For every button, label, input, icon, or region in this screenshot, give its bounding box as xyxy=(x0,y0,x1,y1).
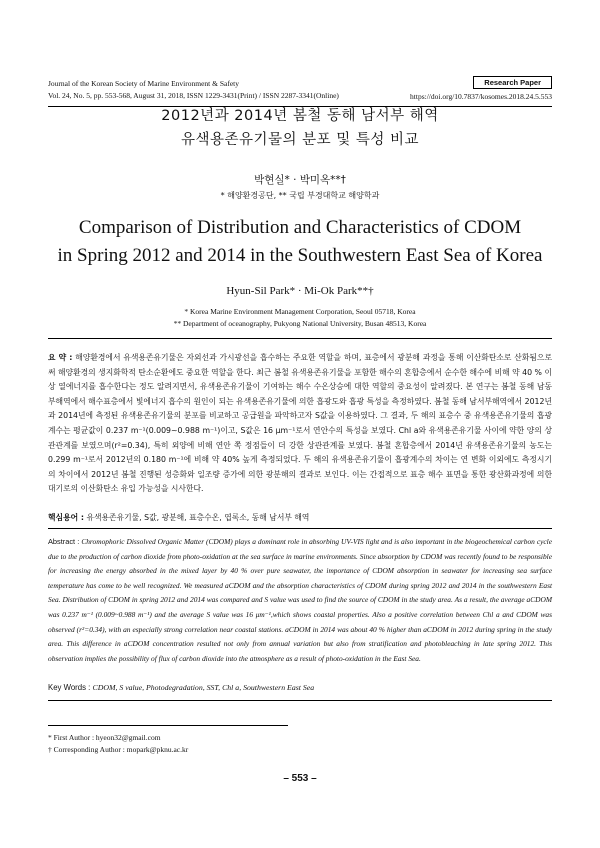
corresponding-author-note: † Corresponding Author : mopark@pknu.ac.kr xyxy=(48,745,189,754)
korean-title-line2: 유색용존유기물의 분포 및 특성 비교 xyxy=(180,132,420,148)
korean-keywords-label: 핵심용어 : xyxy=(48,513,84,522)
korean-abstract-label: 요 약 : xyxy=(48,353,73,362)
korean-abstract xyxy=(48,351,552,497)
paper-type-badge: Research Paper xyxy=(473,76,552,89)
first-author-note: * First Author : hyeon32@gmail.com xyxy=(48,733,161,742)
affiliation-2: ** Department of oceanography, Pukyong National University, Busan 48513, Korea xyxy=(173,319,427,328)
english-affiliations xyxy=(0,306,600,330)
english-abstract-label: Abstract : xyxy=(48,537,80,546)
korean-abstract-text: 해양환경에서 유색용존유기물은 자외선과 가시광선을 흡수하는 주요한 역할을 하며, 표층에서 광분해 과정을 통해 이산화탄소로 산화됨으로써 해양환경의 생지화학적 탄소순환에도 중요한 역할을 한다. 최근 봄철 유색용존유기물을 포함한 해수의 혼합층에서 순수한 해수에 비해 약 40 % 이상 열에너지를 흡수한다는 정도 알려지면서, 유색용존유기물이 기여하는 해수 수온상승에 대한 역할의 중요성이 알려졌다. 본 연구는 봄철 동해 남동부해역에서 해수표층에서 빛에너지 흡수의 원인이 되는 유색용존유기물에 의한 흡광도와 흡광 특성을 측정하였다. 봄철 동해 남서부해역에서 2012년과 2014년에 측정된 유색용존유기물의 분포를 비교하고 공급원을 파악하고자 S값을 이용하였다. 그 결과, 두 해의 표층수 중 유색용존유기물의 흡광계수는 평균값이 0.237 m⁻¹(0.009~0.988 m⁻¹)이고, S값은 16 μm⁻¹로서 연안수의 특성을 보였다. Chl a와 유색용존유기물 사이에 약한 양의 상관관계를 보였으며(r²=0.34), 특히 외양에 비해 연안 쪽 정점들이 더 강한 상관관계를 보였다. 봄철 혼합층에서 2014년 유색용존유기물의 농도는 0.299 m⁻¹로서 2012년의 0.180 m⁻¹에 비해 약 40% 높게 측정되었다. 두 해의 유색용존유기물이 흡광계수의 차이는 연 변화 이외에도 측정시기의 차이에서 2012년 봄철 진행된 성층화와 일조량 증가에 의한 광분해의 결과로 보인다. 이는 간접적으로 표층 해수 표면을 통한 광산화과정에 의한 대기로의 이산화탄소 유입 가능성을 시사한다. xyxy=(48,353,552,494)
english-keywords-text: CDOM, S value, Photodegradation, SST, Chl a, Southwestern East Sea xyxy=(92,683,315,692)
english-title-line1: Comparison of Distribution and Characteristics of CDOM xyxy=(78,217,522,238)
abstract-mid-divider xyxy=(48,528,552,529)
footnotes xyxy=(48,732,188,756)
english-keywords xyxy=(48,683,552,692)
english-abstract xyxy=(48,535,552,666)
korean-title-line1: 2012년과 2014년 봄철 동해 남서부 해역 xyxy=(161,108,439,124)
english-abstract-text: Chromophoric Dissolved Organic Matter (CDOM) plays a dominant role in absorbing UV-VIS light and is also important in the biogeochemical carbon cycle due to the production of carbon dioxide from photo-oxidation at the sea surface in marine environments. Since absorption by CDOM was recently found to be responsible for increasing the energy absorbed in the mixed layer by 40 % over pure seawater, the importance of CDOM absorption in seawater for increasing sea surface temperature has come to be well recognized. We measured aCDOM and the absorption characteristics of CDOM during spring 2012 and 2014 in the southwestern East Sea. Distribution of CDOM in spring 2012 and 2014 was compared and S value was used to find the source of CDOM in the study area. As a result, the average aCDOM was 0.237 m⁻¹ (0.009~0.988 m⁻¹) and the average S value was 16 μm⁻¹,which shows coastal properties. Also a positive correlation between Chl a and CDOM was observed (r²=0.34), with an especially strong correlation near coastal stations. aCDOM in 2014 was about 40 % higher than aCDOM in 2012 during spring in the study area. This difference in aCDOM concentration resulted not only from annual variation but also from stratification and photobleaching in late spring 2012. This observation implies the possibility of flux of carbon dioxide into the atmosphere as a result of photo-oxidation in the East Sea. xyxy=(48,537,552,663)
korean-keywords-text: 유색용존유기물, S값, 광분해, 표층수온, 엽록소, 동해 남서부 해역 xyxy=(86,513,310,522)
affiliation-1: * Korea Marine Environment Management Corporation, Seoul 05718, Korea xyxy=(184,307,416,316)
korean-title xyxy=(0,104,600,152)
doi-link[interactable]: https://doi.org/10.7837/kosomes.2018.24.5.553 xyxy=(410,92,552,101)
english-title xyxy=(0,214,600,270)
page-number: – 553 – xyxy=(283,773,317,784)
footnote-divider xyxy=(48,725,288,726)
korean-authors: 박현실* · 박미옥**† xyxy=(254,174,346,186)
abstract-top-divider xyxy=(48,338,552,339)
journal-header xyxy=(48,78,339,102)
korean-affiliation: * 해양환경공단, ** 국립 부경대학교 해양학과 xyxy=(220,191,380,200)
korean-keywords xyxy=(48,512,552,523)
english-authors: Hyun-Sil Park* · Mi-Ok Park**† xyxy=(226,285,374,297)
journal-name: Journal of the Korean Society of Marine Environment & Safety xyxy=(48,79,239,88)
english-keywords-label: Key Words : xyxy=(48,683,91,692)
abstract-bottom-divider xyxy=(48,700,552,701)
english-title-line2: in Spring 2012 and 2014 in the Southwestern East Sea of Korea xyxy=(57,245,543,266)
volume-info: Vol. 24, No. 5, pp. 553-568, August 31, 2018, ISSN 1229-3431(Print) / ISSN 2287-3341(Online) xyxy=(48,91,339,100)
